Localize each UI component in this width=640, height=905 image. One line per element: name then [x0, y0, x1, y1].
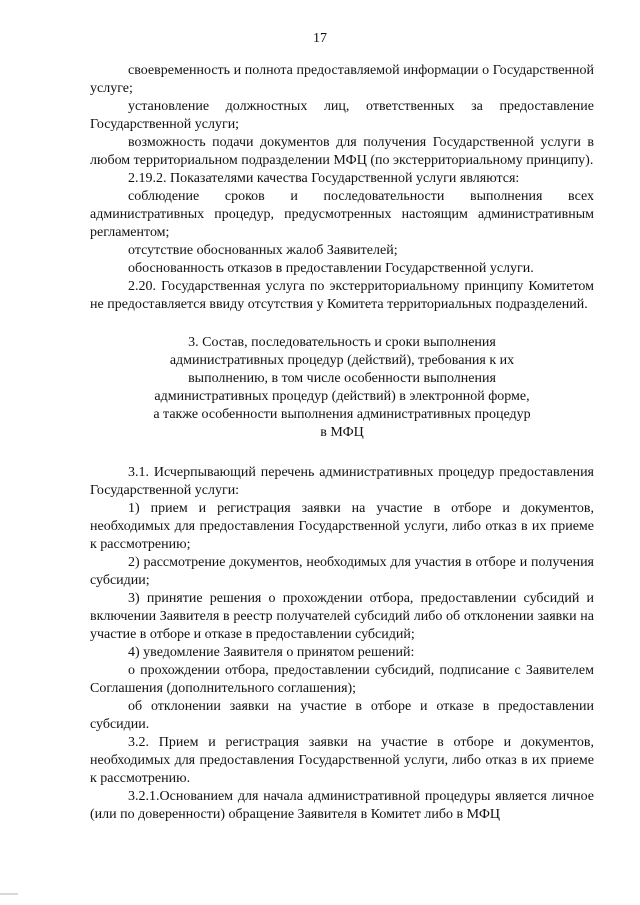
paragraph: о прохождении отбора, предоставлении субсидий, подписание с Заявителем Соглашения (дополнительного соглашения);: [90, 663, 594, 696]
paragraph: отсутствие обоснованных жалоб Заявителей;: [128, 243, 398, 258]
paragraph: обоснованность отказов в предоставлении Государственной услуги.: [128, 261, 534, 276]
paragraph: 3.2. Прием и регистрация заявки на участие в отборе и документов, необходимых для предоставления Государственной услуги, либо отказ в их приеме к рассмотрению.: [90, 735, 594, 786]
page-number: 17: [313, 31, 327, 46]
paragraph: возможность подачи документов для получения Государственной услуги в любом территориальном подразделении МФЦ (по экстерриториальному принципу).: [90, 135, 594, 168]
section-heading-line: выполнению, в том числе особенности выполнения: [188, 371, 496, 386]
paragraph: 2.20. Государственная услуга по экстерриториальному принципу Комитетом не предоставляется ввиду отсутствия у Комитета территориальных подразделений.: [90, 279, 594, 312]
paragraph: своевременность и полнота предоставляемой информации о Государственной услуге;: [90, 63, 594, 96]
paragraph: 3.1. Исчерпывающий перечень административных процедур предоставления Государственной услуги:: [90, 465, 594, 498]
section-heading-line: а также особенности выполнения административных процедур: [153, 407, 531, 422]
paragraph: 3.2.1.Основанием для начала административной процедуры является личное (или по доверенности) обращение Заявителя в Комитет либо в МФЦ: [90, 789, 594, 822]
section-heading-line: в МФЦ: [320, 425, 364, 440]
page-body: [90, 62, 594, 824]
section-heading-line: 3. Состав, последовательность и сроки выполнения: [188, 335, 496, 350]
top-paragraphs: [90, 62, 594, 314]
paragraph: об отклонении заявки на участие в отборе и отказе в предоставлении субсидии.: [90, 699, 594, 732]
section-heading: [90, 334, 594, 442]
paragraph: установление должностных лиц, ответственных за предоставление Государственной услуги;: [90, 99, 594, 132]
paragraph: 2.19.2. Показателями качества Государственной услуги являются:: [128, 171, 520, 186]
paragraph: 1) прием и регистрация заявки на участие в отборе и документов, необходимых для предоставления Государственной услуги, либо отказ в их приеме к рассмотрению;: [90, 501, 594, 552]
paragraph: 2) рассмотрение документов, необходимых для участия в отборе и получения субсидии;: [90, 555, 594, 588]
scan-edge-mark: [0, 893, 18, 895]
section-heading-line: административных процедур (действий) в электронной форме,: [154, 389, 530, 404]
paragraph: 4) уведомление Заявителя о принятом решений:: [128, 645, 415, 660]
paragraph: 3) принятие решения о прохождении отбора, предоставлении субсидий и включении Заявителя в реестр получателей субсидий либо об отклонении заявки на участие в отборе и отказе в предоставлении субсидий;: [90, 591, 594, 642]
bottom-paragraphs: [90, 464, 594, 824]
paragraph: соблюдение сроков и последовательности выполнения всех административных процедур, предусмотренных настоящим административным регламентом;: [90, 189, 594, 240]
section-heading-line: административных процедур (действий), требования к их: [169, 353, 515, 368]
